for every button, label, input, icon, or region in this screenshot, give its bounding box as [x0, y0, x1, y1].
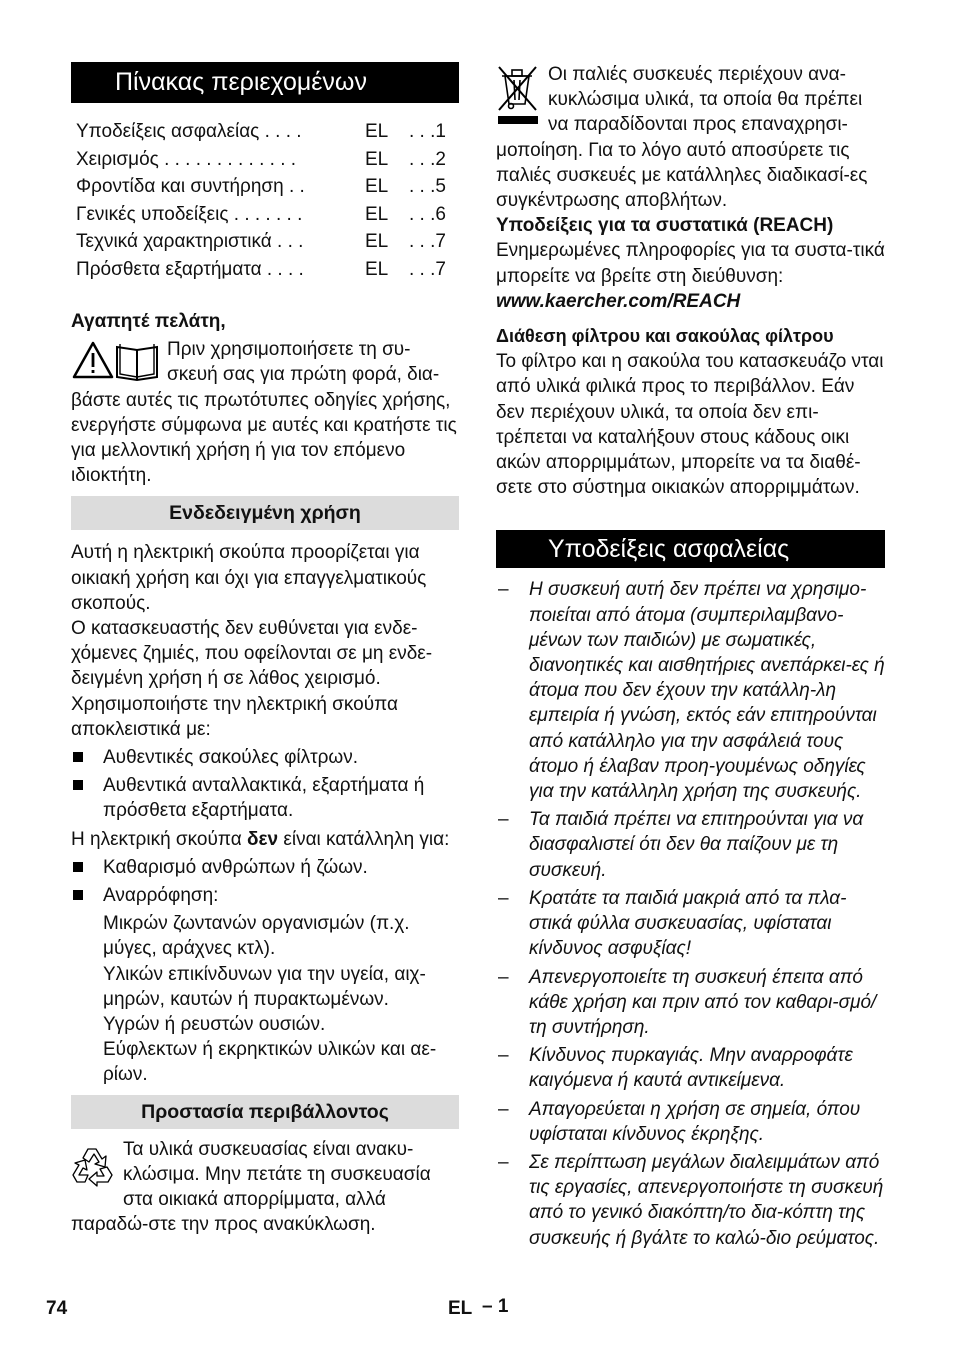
sub-item: Υλικών επικίνδυνων για την υγεία, αιχ-μηρών, καυτών ή πυρακτωμένων.	[103, 963, 426, 1010]
reach-url-link[interactable]: www.kaercher.com/REACH	[496, 290, 741, 312]
toc-row[interactable]	[71, 228, 459, 256]
list-item: Αυθεντικά ανταλλακτικά, εξαρτήματα ή πρόσθετα εξαρτήματα.	[71, 773, 459, 823]
sub-item: Εύφλεκτων ή εκρηκτικών υλικών και αε-ρίων.	[103, 1039, 437, 1086]
list-item: – Τα παιδιά πρέπει να επιτηρούνται για να διασφαλιστεί ότι δεν θα παίζουν με τη συσκευή.	[498, 809, 864, 881]
toc-title: Πίνακας περιεχομένων	[71, 62, 459, 103]
greeting-heading: Αγαπητέ πελάτη,	[71, 311, 226, 332]
bullet-square-icon	[73, 752, 83, 762]
list-item: – Η συσκευή αυτή δεν πρέπει να χρησιμο-ποιείται από άτομα (συμπεριλαμβανο-μένων των παιδιών) με σωματικές, διανοητικές και αισθητήριες ανεπάρκει-ες ή άτομα που δεν έχουν την κατάλλη-λη εμπειρία ή γνώση, εκτός εάν επιτηρούνται από κατάλληλο για την ασφάλειά τους άτομο ή έλαβαν προη-γουμένως οδηγίες για την κατάλληλη χρήση της συσκευής.	[498, 579, 885, 803]
greeting-line-1: Πριν χρησιμοποιήσετε τη συ-	[167, 339, 411, 361]
toc-row-page: . . .7	[409, 231, 446, 252]
suction-sub-list	[71, 911, 459, 1087]
toc-row-title: Πρόσθετα εξαρτήματα . . . .	[76, 258, 304, 280]
filter-heading: Διάθεση φίλτρου και σακούλας φίλτρου	[496, 326, 834, 347]
bullet-square-icon	[73, 890, 83, 900]
reach-text: Ενημερωμένες πληροφορίες για τα συστα-τικά μπορείτε να βρείτε στη διεύθυνση:	[496, 240, 885, 287]
crossed-bin-icon	[496, 64, 540, 126]
recycle-block	[71, 1137, 459, 1238]
warning-manual-icon	[71, 339, 163, 383]
list-item: Καθαρισμό ανθρώπων ή ζώων.	[71, 855, 459, 880]
page-number: 74	[46, 1298, 68, 1319]
toc-row[interactable]	[71, 201, 459, 229]
list-item: Αναρρόφηση:	[71, 883, 459, 908]
toc-row-page: . . .5	[409, 176, 446, 197]
toc-row-page: . . .7	[409, 258, 446, 280]
intended-use-p4: Η ηλεκτρική σκούπα δεν είναι κατάλληλη για:	[71, 828, 450, 850]
list-item: – Κρατάτε τα παιδιά μακριά από τα πλα-στικά φύλλα συσκευασίας, υφίσταται κίνδυνος ασφυξίας!	[498, 887, 847, 960]
filter-text: Το φίλτρο και η σακούλα του κατασκευάζο νται από υλικά φιλικά προς το περιβάλλον. Εάν δεν περιέχουν υλικά, τα οποία δεν επι-τρέπεται να καταλήξουν στους κάδους οικι ακών απορριμμάτων, μπορείτε να τα διαθέ-σετε στο σύστημα οικιακών απορριμμάτων.	[496, 351, 884, 499]
toc-row-title: Χειρισμός . . . . . . . . . . . . .	[76, 148, 297, 170]
footer-lang: EL	[448, 1298, 473, 1319]
sub-item: Υγρών ή ρευστών ουσιών.	[103, 1014, 326, 1036]
not-suitable-list	[71, 855, 459, 908]
safety-title: Υποδείξεις ασφαλείας	[496, 530, 885, 568]
toc-row-lang: EL	[365, 176, 389, 197]
toc-row-page: . . .2	[409, 148, 446, 170]
toc-row[interactable]	[71, 118, 459, 146]
safety-list	[496, 577, 885, 1250]
allowed-list	[71, 745, 459, 824]
toc-row-title: Γενικές υποδείξεις . . . . . . .	[76, 203, 303, 225]
toc-row-lang: EL	[365, 121, 389, 142]
intended-use-title: Ενδεδειγμένη χρήση	[71, 496, 459, 530]
toc-row-lang: EL	[365, 258, 389, 280]
reach-heading: Υποδείξεις για τα συστατικά (REACH)	[496, 215, 834, 237]
sub-item: Μικρών ζωντανών οργανισμών (π.χ. μύγες, αράχνες κτλ).	[103, 913, 410, 960]
bullet-square-icon	[73, 780, 83, 790]
bullet-square-icon	[73, 862, 83, 872]
toc-row-page: . . .6	[409, 203, 446, 225]
list-item: – Απαγορεύεται η χρήση σε σημεία, όπου υφίσταται κίνδυνος έκρηξης.	[498, 1098, 861, 1145]
toc-row-page: . . .1	[409, 121, 446, 142]
list-item: – Σε περίπτωση μεγάλων διαλειμμάτων από τις εργασίες, απενεργοποιήστε τη συσκευή από το γενικό διακόπτη/το δια-κόπτη της συσκευής ή βγάλτε το καλώ-διο ρεύματος.	[498, 1151, 884, 1249]
toc-row[interactable]	[71, 146, 459, 174]
right-column	[496, 62, 885, 1254]
list-item: – Κίνδυνος πυρκαγιάς. Μην αναρροφάτε καιγόμενα ή καυτά αντικείμενα.	[498, 1045, 853, 1092]
intended-use-p1: Αυτή η ηλεκτρική σκούπα προορίζεται για οικιακή χρήση και όχι για επαγγελματικούς σκοπούς.	[71, 542, 427, 614]
recycle-text: Τα υλικά συσκευασίας είναι ανακυ-κλώσιμα. Μην πετάτε τη συσκευασία στα οικιακά απορρίμματα, αλλά παραδώ-στε την προς ανακύκλωση.	[71, 1138, 431, 1236]
greeting-rest: βάστε αυτές τις πρωτότυπες οδηγίες χρήσης, ενεργήστε σύμφωνα με αυτές και κρατήστε τις για μελλοντική χρήση ή για τον επόμενο ιδιοκτήτη.	[71, 389, 457, 487]
weee-block	[496, 62, 885, 213]
footer-section-page: – 1	[482, 1296, 509, 1317]
left-column	[71, 62, 459, 1238]
toc-row-lang: EL	[365, 148, 389, 170]
list-item: – Απενεργοποιείτε τη συσκευή έπειτα από κάθε χρήση και πριν από τον καθαρι-σμό/τη συντήρηση.	[498, 966, 877, 1038]
toc-row-title: Τεχνικά χαρακτηριστικά . . .	[76, 231, 304, 252]
toc-row-lang: EL	[365, 231, 389, 252]
intended-use-p3: Χρησιμοποιήστε την ηλεκτρική σκούπα αποκλειστικά με:	[71, 693, 398, 740]
weee-text: Οι παλιές συσκευές περιέχουν ανα-κυκλώσιμα υλικά, τα οποία θα πρέπει να παραδίδονται προς επαναχρησι-μοποίηση. Για το λόγο αυτό απoσύρετε τις παλιές συσκευές με κατάλληλες διαδικασί-ες συγκέντρωσης αποβλήτων.	[496, 64, 868, 212]
environment-title: Προστασία περιβάλλοντος	[71, 1095, 459, 1129]
greeting-line-2: σκευή σας για πρώτη φορά, δια-	[167, 364, 440, 386]
recycle-icon	[71, 1143, 117, 1189]
toc-row-title: Φροντίδα και συντήρηση . .	[76, 176, 305, 197]
toc-row[interactable]	[71, 256, 459, 284]
list-item: Αυθεντικές σακούλες φίλτρων.	[71, 745, 459, 770]
toc-row[interactable]	[71, 173, 459, 201]
intended-use-p2: Ο κατασκευαστής δεν ευθύνεται για ενδε-χόμενες ζημιές, που οφείλονται σε μη ενδε-δειγμένη χρήση ή σε λάθος χειρισμό.	[71, 618, 433, 690]
toc-list	[71, 118, 459, 283]
greeting-block	[71, 337, 459, 488]
toc-row-title: Υποδείξεις ασφαλείας . . . .	[76, 121, 302, 142]
toc-row-lang: EL	[365, 203, 389, 225]
